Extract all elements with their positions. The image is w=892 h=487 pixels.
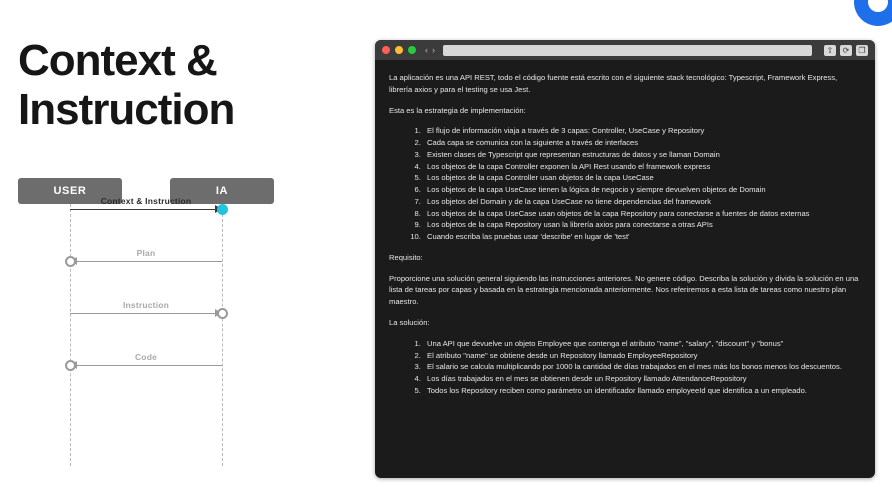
message-endpoint-code — [65, 360, 76, 371]
message-endpoint-context — [217, 204, 228, 215]
list-item: 7. Los objetos del Domain y de la capa UseCase no tiene dependencias del framework — [423, 196, 861, 208]
list-item: 8. Los objetos de la capa UseCase usan objetos de la capa Repository para conectarse a fuentes de datos externas — [423, 208, 861, 220]
minimize-window-icon[interactable] — [395, 46, 403, 54]
list-item: 4. Los objetos de la capa Controller exponen la API Rest usando el framework express — [423, 161, 861, 173]
list-item: 5. Todos los Repository reciben como parámetro un identificador llamado employeeId que identifica a un empleado. — [423, 385, 861, 397]
message-plan — [70, 248, 222, 264]
page-title: Context & Instruction — [18, 36, 235, 135]
solution-heading: La solución: — [389, 318, 430, 328]
message-endpoint-instruction — [217, 308, 228, 319]
requirement-heading: Requisito: — [389, 252, 423, 262]
close-window-icon[interactable] — [382, 46, 390, 54]
window-title-bar[interactable] — [375, 40, 875, 60]
strategy-list — [389, 125, 861, 243]
solution-list — [389, 338, 861, 397]
sequence-diagram — [18, 172, 308, 472]
lifeline-user — [70, 204, 71, 466]
list-item: 6. Los objetos de la capa UseCase tienen la lógica de negocio y siempre devuelven objetos de Domain — [423, 184, 861, 196]
forward-arrow-icon[interactable]: › — [432, 44, 435, 55]
requirement-paragraph: Proporcione una solución general siguiendo las instrucciones anteriores. No genere código. Describa la solución y divida la solución en una lista de tareas por capas y basada en la estrategia mencionada anteriormente. Nos referiremos a esta lista de tareas como nuestro plan maestro. — [389, 273, 859, 307]
reload-icon[interactable]: ⟳ — [840, 45, 852, 56]
message-line-instruction — [70, 313, 222, 314]
list-item: 10. Cuando escriba las pruebas usar 'describe' en lugar de 'test' — [423, 231, 861, 243]
list-item: 1. Una API que devuelve un objeto Employee que contenga el atributo "name", "salary", "discount" y "bonus" — [423, 338, 861, 350]
list-item: 2. Cada capa se comunica con la siguiente a través de interfaces — [423, 137, 861, 149]
document-content — [375, 60, 875, 420]
back-arrow-icon[interactable]: ‹ — [425, 44, 428, 55]
list-item: 9. Los objetos de la capa Repository usan la librería axios para conectarse a otras APIs — [423, 219, 861, 231]
message-label-context: Context & Instruction — [100, 196, 192, 206]
message-context-instruction — [70, 196, 222, 212]
strategy-heading: Esta es la estrategia de implementación: — [389, 105, 526, 115]
message-label-instruction: Instruction — [122, 300, 170, 310]
list-item: 3. Existen clases de Typescript que representan estructuras de datos y se llaman Domain — [423, 149, 861, 161]
list-item: 3. El salario se calcula multiplicando por 1000 la cantidad de días trabajados en el mes más los bonos menos los descuentos. — [423, 361, 861, 373]
message-line-plan — [70, 261, 222, 262]
intro-paragraph: La aplicación es una API REST, todo el código fuente está escrito con el siguiente stack tecnológico: Typescript, Framework Express, librería axios y para el testing se usa Jest. — [389, 73, 838, 94]
lane-label-user: USER — [53, 185, 87, 197]
list-item: 1. El flujo de información viaja a través de 3 capas: Controller, UseCase y Repository — [423, 125, 861, 137]
lane-label-ia: IA — [215, 185, 229, 197]
list-item: 4. Los días trabajados en el mes se obtienen desde un Repository llamado AttendanceRepository — [423, 373, 861, 385]
maximize-window-icon[interactable] — [408, 46, 416, 54]
message-endpoint-plan — [65, 256, 76, 267]
corner-logo-mark — [854, 0, 892, 26]
message-label-plan: Plan — [136, 248, 156, 258]
message-line-code — [70, 365, 222, 366]
message-line-context — [70, 209, 222, 210]
lifeline-ia — [222, 204, 223, 466]
tabs-icon[interactable]: ❐ — [856, 45, 868, 56]
url-input[interactable] — [443, 45, 812, 56]
application-window — [375, 40, 875, 478]
message-instruction — [70, 300, 222, 316]
share-icon[interactable]: ⇧ — [824, 45, 836, 56]
list-item: 2. El atributo "name" se obtiene desde un Repository llamado EmployeeRepository — [423, 350, 861, 362]
list-item: 5. Los objetos de la capa Controller usan objetos de la capa UseCase — [423, 172, 861, 184]
message-code — [70, 352, 222, 368]
message-label-code: Code — [134, 352, 158, 362]
